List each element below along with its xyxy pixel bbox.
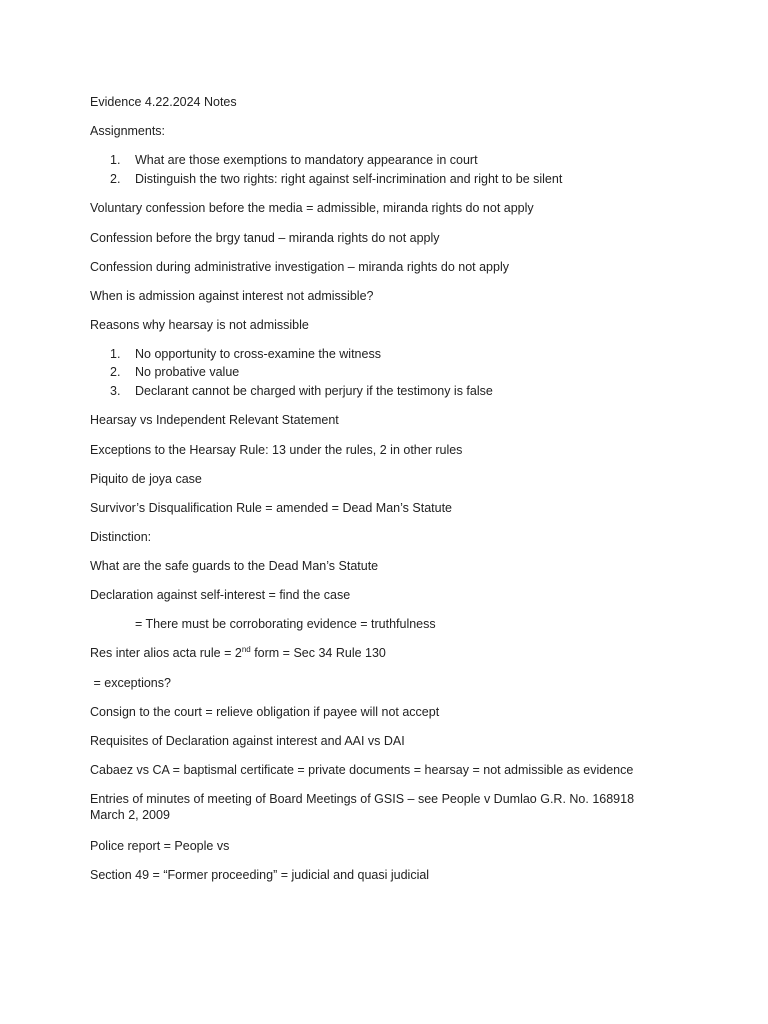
list-item: 2. Distinguish the two rights: right against self-incrimination and right to be silent <box>110 172 563 186</box>
note-line: Reasons why hearsay is not admissible <box>90 318 309 332</box>
note-line: Section 49 = “Former proceeding” = judicial and quasi judicial <box>90 868 430 882</box>
note-line: Hearsay vs Independent Relevant Statement <box>90 413 339 427</box>
note-line: = There must be corroborating evidence = truthfulness <box>135 617 436 631</box>
note-line: When is admission against interest not admissible? <box>90 289 374 303</box>
note-line: Survivor’s Disqualification Rule = amended = Dead Man’s Statute <box>90 501 453 515</box>
note-line: Confession before the brgy tanud – miranda rights do not apply <box>90 231 440 245</box>
list-item: 1. No opportunity to cross-examine the witness <box>110 347 381 361</box>
note-line: Piquito de joya case <box>90 472 202 486</box>
note-line: Consign to the court = relieve obligation if payee will not accept <box>90 705 440 719</box>
note-line: = exceptions? <box>90 676 171 690</box>
note-line: Distinction: <box>90 530 152 544</box>
note-line: Res inter alios acta rule = 2nd form = Sec 34 Rule 130 <box>90 644 386 660</box>
note-line: Cabaez vs CA = baptismal certificate = private documents = hearsay = not admissible as evidence <box>90 763 634 777</box>
assignments-heading: Assignments: <box>90 124 166 138</box>
note-line: Requisites of Declaration against interest and AAI vs DAI <box>90 734 405 748</box>
note-line: Declaration against self-interest = find the case <box>90 588 351 602</box>
note-line: Confession during administrative investigation – miranda rights do not apply <box>90 260 509 274</box>
note-line: What are the safe guards to the Dead Man’s Statute <box>90 559 379 573</box>
note-line: Entries of minutes of meeting of Board Meetings of GSIS – see People v Dumlao G.R. No. 168918 March 2, 2009 <box>90 792 635 822</box>
list-item: 2. No probative value <box>110 365 240 379</box>
list-item: 3. Declarant cannot be charged with perjury if the testimony is false <box>110 384 493 398</box>
note-line: Police report = People vs <box>90 839 230 853</box>
note-line: Voluntary confession before the media = admissible, miranda rights do not apply <box>90 201 534 215</box>
page-title: Evidence 4.22.2024 Notes <box>90 95 237 109</box>
note-line: Exceptions to the Hearsay Rule: 13 under the rules, 2 in other rules <box>90 443 463 457</box>
list-item: 1. What are those exemptions to mandatory appearance in court <box>110 153 478 167</box>
